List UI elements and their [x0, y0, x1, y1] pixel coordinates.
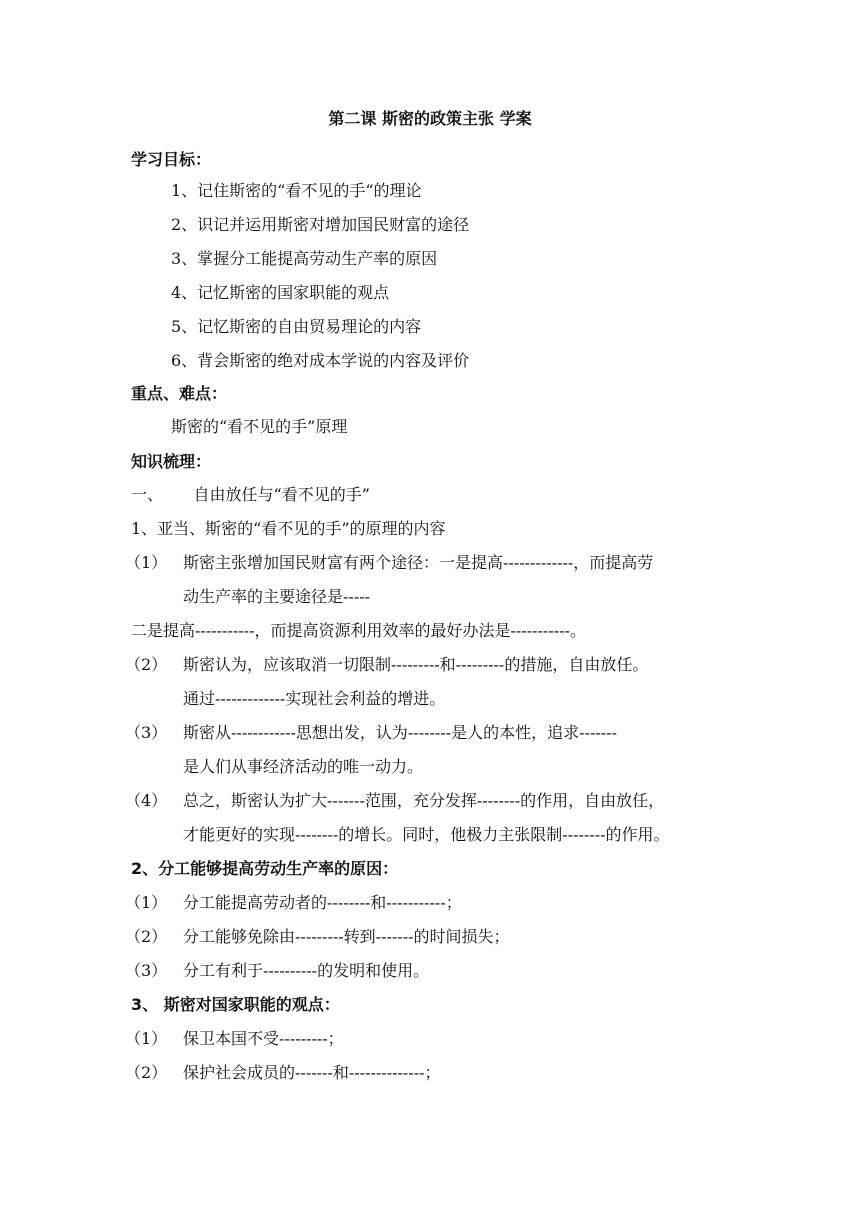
item-number: （3）: [125, 723, 168, 742]
part1-title: 一、 自由放任与“看不见的手”: [131, 485, 370, 504]
item-number: （1）: [125, 893, 168, 912]
item-text: 保卫本国不受---------；: [183, 1029, 344, 1048]
item-number: （2）: [125, 1063, 168, 1082]
item-text: 斯密从------------思想出发，认为--------是人的本性，追求-------: [183, 723, 617, 742]
key-points-text: 斯密的“看不见的手”原理: [171, 417, 348, 436]
objective-item: 1、记住斯密的“看不见的手“的理论: [171, 181, 422, 200]
objective-item: 6、背会斯密的绝对成本学说的内容及评价: [171, 351, 470, 370]
item-number: （1）: [125, 1029, 168, 1048]
objective-item: 3、掌握分工能提高劳动生产率的原因: [171, 249, 438, 268]
objective-item: 4、记忆斯密的国家职能的观点: [171, 283, 390, 302]
objective-item: 5、记忆斯密的自由贸易理论的内容: [171, 317, 422, 336]
item-number: （3）: [125, 961, 168, 980]
item-number: （1）: [125, 553, 168, 572]
item-text: 总之，斯密认为扩大-------范围，充分发挥--------的作用，自由放任，: [183, 791, 665, 810]
item-number: （2）: [125, 927, 168, 946]
section2-title: 2、分工能够提高劳动生产率的原因：: [131, 859, 399, 878]
item-text: 分工能提高劳动者的--------和-----------；: [183, 893, 462, 912]
item-text: 保护社会成员的-------和--------------；: [183, 1063, 441, 1082]
section3-title: 3、 斯密对国家职能的观点：: [131, 995, 340, 1014]
item-text: 通过-------------实现社会利益的增进。: [183, 689, 446, 708]
item-text: 斯密认为，应该取消一切限制---------和---------的措施，自由放任。: [183, 655, 649, 674]
item-number: （2）: [125, 655, 168, 674]
knowledge-heading: 知识梳理：: [131, 452, 212, 471]
item-text: 分工有利于----------的发明和使用。: [183, 961, 430, 980]
objectives-heading: 学习目标：: [131, 150, 212, 169]
item-text: 二是提高-----------，而提高资源利用效率的最好办法是-----------。: [131, 621, 586, 640]
item-text: 斯密主张增加国民财富有两个途径：一是提高-------------，而提高劳: [183, 553, 654, 572]
objective-item: 2、识记并运用斯密对增加国民财富的途径: [171, 215, 470, 234]
item-text: 动生产率的主要途径是-----: [183, 587, 371, 606]
item-text: 分工能够免除由---------转到-------的时间损失；: [183, 927, 510, 946]
page-title: 第二课 斯密的政策主张 学案: [328, 109, 532, 128]
item-text: 是人们从事经济活动的唯一动力。: [183, 757, 424, 776]
item-text: 才能更好的实现--------的增长。同时，他极力主张限制--------的作用。: [183, 825, 670, 844]
item-number: （4）: [125, 791, 168, 810]
section1-title: 1、亚当、斯密的“看不见的手”的原理的内容: [131, 519, 446, 538]
key-points-heading: 重点、难点：: [131, 384, 228, 403]
